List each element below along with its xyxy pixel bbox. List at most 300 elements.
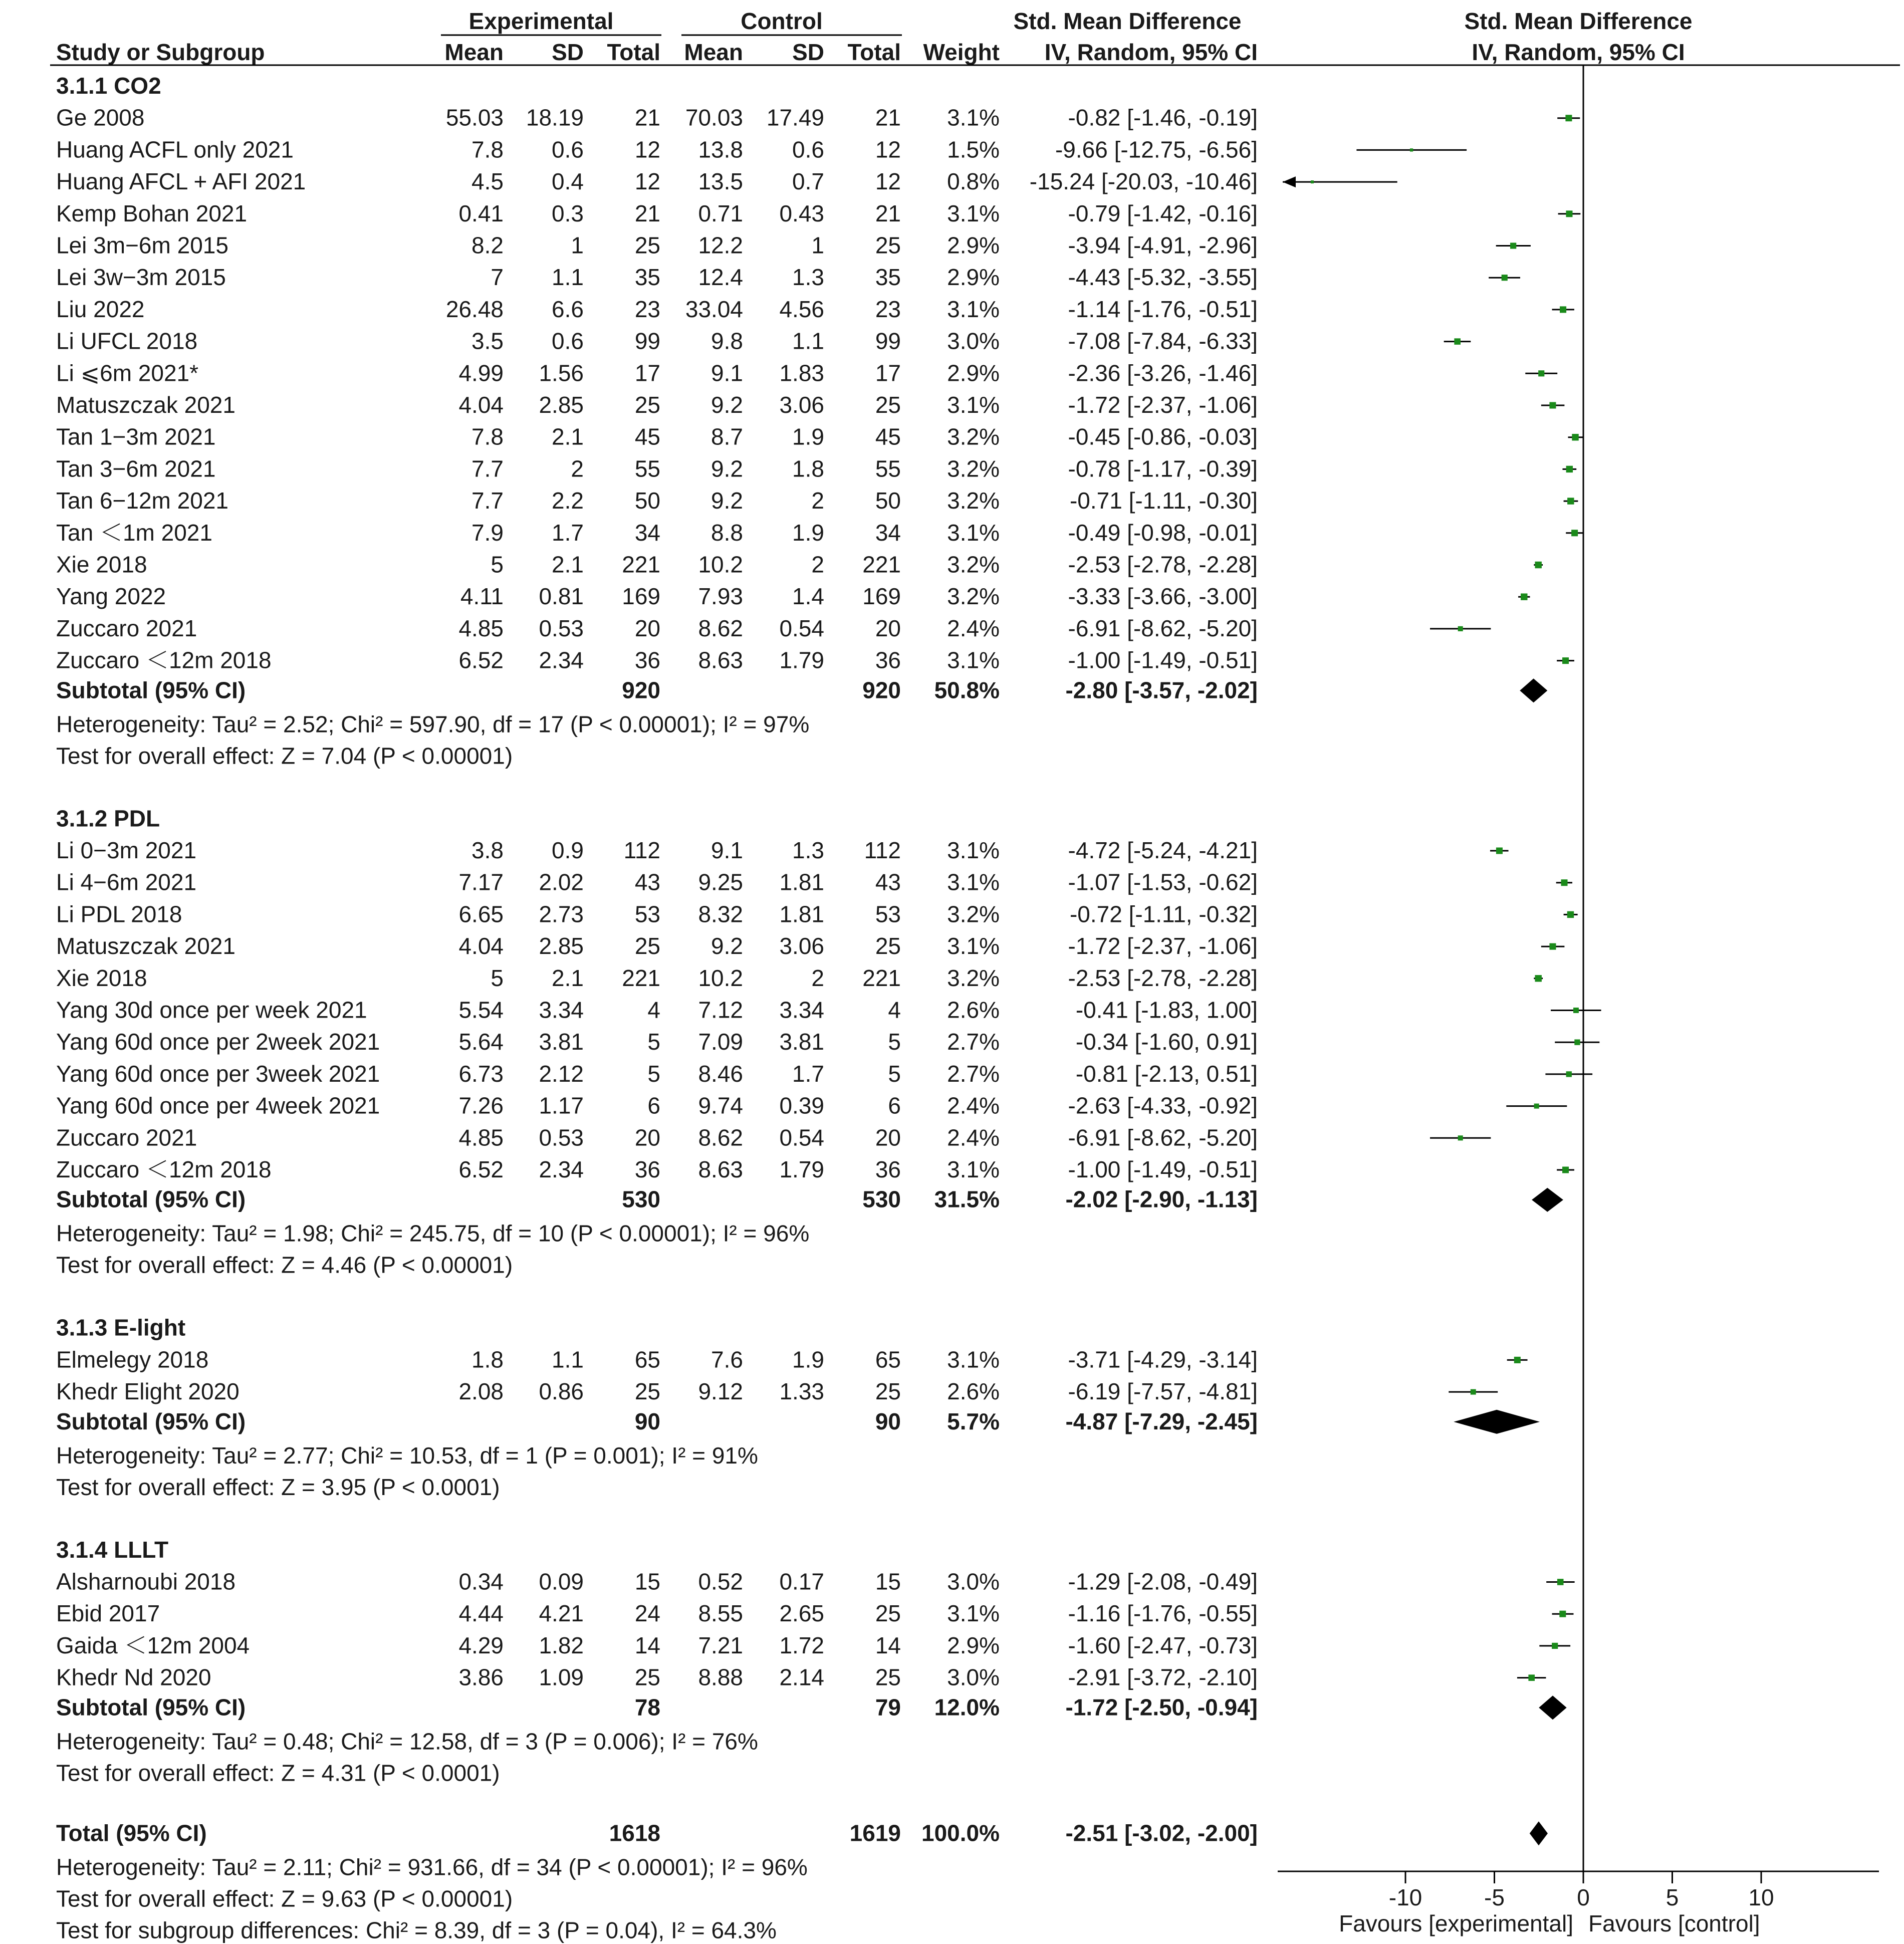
ctrl-sd: 1.81 [779, 869, 824, 895]
exp-mean: 1.8 [471, 1346, 504, 1373]
ctrl-total: 43 [875, 869, 901, 895]
ctrl-total: 25 [875, 933, 901, 959]
exp-mean: 6.52 [458, 647, 504, 673]
smd-ci-value: -0.81 [-2.13, 0.51] [1075, 1060, 1258, 1087]
ctrl-total: 99 [875, 328, 901, 354]
exp-sd: 0.6 [552, 136, 584, 163]
ctrl-mean: 10.2 [698, 551, 743, 578]
smd-ci-value: -9.66 [-12.75, -6.56] [1055, 136, 1258, 163]
ctrl-mean: 8.63 [698, 1156, 743, 1182]
smd-ci-value: -0.72 [-1.11, -0.32] [1069, 901, 1258, 927]
ctrl-total: 21 [875, 104, 901, 131]
exp-sd: 1.82 [539, 1632, 584, 1658]
exp-mean: 7 [491, 264, 504, 291]
total-diamond [1530, 1821, 1548, 1845]
subtotal-smd-ci: -4.87 [-7.29, -2.45] [1065, 1408, 1258, 1434]
ctrl-total: 20 [875, 1124, 901, 1151]
ctrl-sd: 1.83 [779, 360, 824, 386]
smd-ci-value: -1.72 [-2.37, -1.06] [1068, 933, 1258, 959]
effect-marker [1534, 1104, 1539, 1109]
study-name: Zuccaro ＜12m 2018 [56, 647, 272, 673]
weight-value: 3.1% [947, 104, 1000, 131]
smd-ci-value: -6.91 [-8.62, -5.20] [1068, 615, 1258, 641]
header-method-text: IV, Random, 95% CI [1044, 39, 1258, 65]
exp-total: 23 [634, 296, 660, 322]
weight-value: 2.4% [947, 615, 1000, 641]
header-weight: Weight [923, 39, 1000, 65]
exp-mean: 3.86 [458, 1664, 504, 1690]
effect-marker [1559, 1611, 1566, 1617]
study-name: Ge 2008 [56, 104, 145, 131]
ctrl-mean: 9.2 [711, 392, 743, 418]
header-smd-text: Std. Mean Difference [1013, 8, 1242, 34]
effect-marker [1454, 338, 1461, 345]
exp-mean: 4.44 [458, 1600, 504, 1627]
exp-total: 25 [634, 933, 660, 959]
exp-mean: 5.54 [458, 997, 504, 1023]
subtotal-smd-ci: -1.72 [-2.50, -0.94] [1065, 1694, 1258, 1721]
header-smd-plot: Std. Mean Difference [1464, 8, 1693, 34]
footer-text: Test for subgroup differences: Chi² = 8.39, df = 3 (P = 0.04), I² = 64.3% [56, 1917, 777, 1943]
study-name: Tan ＜1m 2021 [56, 519, 212, 546]
footer-text: Heterogeneity: Tau² = 2.11; Chi² = 931.66, df = 34 (P < 0.00001); I² = 96% [56, 1854, 808, 1880]
total-exp-total: 1618 [609, 1820, 660, 1846]
ctrl-mean: 8.63 [698, 647, 743, 673]
exp-sd: 1.7 [552, 519, 584, 546]
smd-ci-value: -1.00 [-1.49, -0.51] [1068, 647, 1258, 673]
ctrl-sd: 4.56 [779, 296, 824, 322]
x-axis [1278, 65, 1879, 1936]
header-experimental: Experimental [468, 8, 614, 34]
exp-sd: 4.21 [539, 1600, 584, 1627]
exp-total: 53 [634, 901, 660, 927]
effect-marker [1566, 1071, 1572, 1077]
study-name: Yang 2022 [56, 583, 166, 610]
smd-ci-value: -0.71 [-1.11, -0.30] [1069, 488, 1258, 514]
study-name: Li 0−3m 2021 [56, 837, 197, 863]
smd-ci-value: -2.63 [-4.33, -0.92] [1068, 1092, 1258, 1119]
exp-sd: 0.53 [539, 1124, 584, 1151]
effect-marker [1410, 148, 1413, 151]
exp-mean: 8.2 [471, 232, 504, 259]
exp-sd: 2 [571, 455, 584, 482]
exp-sd: 2.1 [552, 423, 584, 450]
exp-total: 45 [634, 423, 660, 450]
weight-value: 2.7% [947, 1060, 1000, 1087]
exp-sd: 2.34 [539, 647, 584, 673]
ctrl-total: 15 [875, 1568, 901, 1595]
ctrl-mean: 8.88 [698, 1664, 743, 1690]
subtotal-exp-total: 90 [634, 1408, 660, 1434]
ctrl-total: 50 [875, 488, 901, 514]
weight-value: 3.1% [947, 837, 1000, 863]
exp-sd: 0.6 [552, 328, 584, 354]
effect-marker [1471, 1389, 1476, 1395]
study-name: Huang AFCL + AFI 2021 [56, 168, 306, 195]
study-name: Liu 2022 [56, 296, 145, 322]
smd-ci-value: -0.41 [-1.83, 1.00] [1075, 997, 1258, 1023]
ctrl-sd: 2.14 [779, 1664, 824, 1690]
ctrl-mean: 13.5 [698, 168, 743, 195]
smd-ci-value: -0.82 [-1.46, -0.19] [1068, 104, 1258, 131]
exp-total: 35 [634, 264, 660, 291]
exp-total: 12 [634, 168, 660, 195]
subtotal-weight: 5.7% [947, 1408, 1000, 1434]
exp-sd: 0.3 [552, 200, 584, 226]
exp-total: 112 [623, 837, 660, 863]
ctrl-mean: 8.62 [698, 615, 743, 641]
ctrl-total: 25 [875, 232, 901, 259]
weight-value: 2.9% [947, 1632, 1000, 1658]
table-rows [56, 73, 1258, 1943]
weight-value: 3.0% [947, 328, 1000, 354]
study-name: Matuszczak 2021 [56, 933, 235, 959]
weight-value: 1.5% [947, 136, 1000, 163]
weight-value: 3.1% [947, 519, 1000, 546]
ctrl-mean: 7.6 [711, 1346, 743, 1373]
ctrl-total: 6 [888, 1092, 901, 1119]
ctrl-mean: 8.55 [698, 1600, 743, 1627]
effect-marker [1535, 562, 1541, 568]
ctrl-sd: 3.06 [779, 392, 824, 418]
study-name: Li ⩽6m 2021* [56, 360, 199, 386]
exp-sd: 3.34 [539, 997, 584, 1023]
effect-marker [1562, 1166, 1569, 1173]
weight-value: 3.1% [947, 200, 1000, 226]
ctrl-sd: 1.72 [779, 1632, 824, 1658]
exp-total: 20 [634, 615, 660, 641]
effect-marker [1572, 434, 1578, 440]
exp-mean: 4.04 [458, 392, 504, 418]
study-name: Elmelegy 2018 [56, 1346, 209, 1373]
ctrl-sd: 2.65 [779, 1600, 824, 1627]
effect-marker [1565, 115, 1572, 121]
effect-marker [1557, 1579, 1564, 1585]
subtotal-diamond [1520, 678, 1547, 702]
exp-sd: 2.1 [552, 551, 584, 578]
weight-value: 2.6% [947, 997, 1000, 1023]
subgroup-title: 3.1.1 CO2 [56, 73, 161, 99]
ctrl-total: 21 [875, 200, 901, 226]
study-name: Li UFCL 2018 [56, 328, 198, 354]
study-name: Li 4−6m 2021 [56, 869, 197, 895]
header-study: Study or Subgroup [56, 39, 265, 65]
ctrl-total: 65 [875, 1346, 901, 1373]
smd-ci-value: -0.78 [-1.17, -0.39] [1068, 455, 1258, 482]
exp-total: 15 [634, 1568, 660, 1595]
ctrl-mean: 9.8 [711, 328, 743, 354]
exp-sd: 3.81 [539, 1029, 584, 1055]
ctrl-total: 221 [862, 964, 901, 991]
ctrl-total: 25 [875, 1600, 901, 1627]
weight-value: 2.9% [947, 264, 1000, 291]
weight-value: 3.1% [947, 869, 1000, 895]
subtotal-ctrl-total: 79 [875, 1694, 901, 1721]
exp-total: 25 [634, 1664, 660, 1690]
weight-value: 3.2% [947, 901, 1000, 927]
exp-sd: 2.85 [539, 392, 584, 418]
ctrl-total: 25 [875, 1378, 901, 1405]
exp-mean: 7.8 [471, 136, 504, 163]
ctrl-mean: 8.32 [698, 901, 743, 927]
exp-mean: 7.8 [471, 423, 504, 450]
exp-mean: 5 [491, 964, 504, 991]
exp-sd: 2.2 [552, 488, 584, 514]
effect-marker [1538, 370, 1544, 376]
smd-ci-value: -3.71 [-4.29, -3.14] [1068, 1346, 1258, 1373]
header-c-mean: Mean [684, 39, 743, 65]
subtotal-weight: 12.0% [934, 1694, 1000, 1721]
axis-tick-label: -10 [1388, 1884, 1422, 1910]
ctrl-mean: 7.12 [698, 997, 743, 1023]
study-name: Gaida ＜12m 2004 [56, 1632, 250, 1658]
subtotal-weight: 31.5% [934, 1186, 1000, 1212]
smd-ci-value: -1.00 [-1.49, -0.51] [1068, 1156, 1258, 1182]
exp-mean: 55.03 [445, 104, 504, 131]
ctrl-mean: 0.71 [698, 200, 743, 226]
study-name: Alsharnoubi 2018 [56, 1568, 236, 1595]
subtotal-exp-total: 78 [634, 1694, 660, 1721]
exp-sd: 1.17 [539, 1092, 584, 1119]
ctrl-sd: 0.6 [792, 136, 824, 163]
overall-effect-text: Test for overall effect: Z = 7.04 (P < 0.00001) [56, 743, 513, 769]
subtotal-label: Subtotal (95% CI) [56, 1694, 246, 1721]
weight-value: 2.7% [947, 1029, 1000, 1055]
weight-value: 3.2% [947, 551, 1000, 578]
effect-marker [1458, 626, 1463, 631]
effect-marker [1562, 657, 1569, 664]
study-name: Yang 60d once per 4week 2021 [56, 1092, 380, 1119]
ctrl-total: 14 [875, 1632, 901, 1658]
exp-sd: 2.1 [552, 964, 584, 991]
exp-total: 169 [622, 583, 660, 610]
ctrl-mean: 7.21 [698, 1632, 743, 1658]
header-e-total: Total [607, 39, 660, 65]
subtotal-diamond [1539, 1695, 1566, 1720]
exp-mean: 4.85 [458, 1124, 504, 1151]
effect-marker [1561, 879, 1568, 886]
effect-marker [1567, 911, 1574, 918]
smd-ci-value: -2.53 [-2.78, -2.28] [1068, 551, 1258, 578]
weight-value: 3.2% [947, 423, 1000, 450]
smd-ci-value: -4.72 [-5.24, -4.21] [1068, 837, 1258, 863]
ctrl-mean: 13.8 [698, 136, 743, 163]
smd-ci-value: -3.94 [-4.91, -2.96] [1068, 232, 1258, 259]
ctrl-sd: 1.79 [779, 1156, 824, 1182]
smd-ci-value: -0.34 [-1.60, 0.91] [1075, 1029, 1258, 1055]
weight-value: 3.1% [947, 1156, 1000, 1182]
study-name: Lei 3w−3m 2015 [56, 264, 226, 291]
ctrl-sd: 0.54 [779, 1124, 824, 1151]
plot-marks [1283, 115, 1601, 1845]
study-name: Xie 2018 [56, 964, 147, 991]
axis-tick-label: 5 [1665, 1884, 1679, 1910]
ctrl-sd: 1.3 [792, 837, 824, 863]
exp-sd: 0.53 [539, 615, 584, 641]
ctrl-total: 17 [875, 360, 901, 386]
ctrl-total: 12 [875, 136, 901, 163]
exp-mean: 2.08 [458, 1378, 504, 1405]
ctrl-sd: 1.9 [792, 1346, 824, 1373]
exp-mean: 7.7 [471, 455, 504, 482]
exp-total: 21 [634, 200, 660, 226]
ctrl-total: 4 [888, 997, 901, 1023]
exp-sd: 0.86 [539, 1378, 584, 1405]
ctrl-sd: 0.7 [792, 168, 824, 195]
axis-tick-label: 0 [1577, 1884, 1590, 1910]
exp-mean: 4.29 [458, 1632, 504, 1658]
weight-value: 3.0% [947, 1664, 1000, 1690]
effect-marker [1311, 180, 1314, 183]
exp-sd: 0.9 [552, 837, 584, 863]
exp-mean: 6.73 [458, 1060, 504, 1087]
exp-sd: 0.4 [552, 168, 584, 195]
overall-effect-text: Test for overall effect: Z = 4.31 (P < 0.0001) [56, 1760, 500, 1786]
study-name: Tan 3−6m 2021 [56, 455, 216, 482]
weight-value: 3.1% [947, 647, 1000, 673]
subtotal-ctrl-total: 90 [875, 1408, 901, 1434]
exp-mean: 5.64 [458, 1029, 504, 1055]
subtotal-label: Subtotal (95% CI) [56, 1186, 246, 1212]
exp-mean: 26.48 [445, 296, 504, 322]
exp-total: 55 [634, 455, 660, 482]
effect-marker [1528, 1674, 1535, 1681]
exp-total: 5 [647, 1029, 660, 1055]
ctrl-total: 112 [864, 837, 901, 863]
study-name: Khedr Nd 2020 [56, 1664, 211, 1690]
favours-control-label: Favours [control] [1588, 1910, 1760, 1936]
effect-marker [1458, 1135, 1463, 1140]
ctrl-mean: 33.04 [685, 296, 743, 322]
ctrl-mean: 8.62 [698, 1124, 743, 1151]
total-smd-ci: -2.51 [-3.02, -2.00] [1065, 1820, 1258, 1846]
exp-sd: 1.56 [539, 360, 584, 386]
exp-mean: 7.9 [471, 519, 504, 546]
study-name: Ebid 2017 [56, 1600, 160, 1627]
exp-mean: 7.17 [458, 869, 504, 895]
study-name: Tan 6−12m 2021 [56, 488, 228, 514]
exp-sd: 0.81 [539, 583, 584, 610]
weight-value: 3.1% [947, 933, 1000, 959]
effect-marker [1502, 275, 1508, 281]
footer-text: Test for overall effect: Z = 9.63 (P < 0.00001) [56, 1885, 513, 1912]
ctrl-total: 5 [888, 1060, 901, 1087]
ctrl-total: 20 [875, 615, 901, 641]
smd-ci-value: -0.45 [-0.86, -0.03] [1068, 423, 1258, 450]
exp-total: 221 [622, 964, 660, 991]
weight-value: 3.1% [947, 392, 1000, 418]
subtotal-diamond [1532, 1188, 1563, 1212]
heterogeneity-text: Heterogeneity: Tau² = 2.52; Chi² = 597.90, df = 17 (P < 0.00001); I² = 97% [56, 711, 810, 738]
smd-ci-value: -0.49 [-0.98, -0.01] [1068, 519, 1258, 546]
weight-value: 3.2% [947, 455, 1000, 482]
effect-marker [1521, 593, 1527, 600]
weight-value: 3.1% [947, 1346, 1000, 1373]
total-weight: 100.0% [921, 1820, 1000, 1846]
ctrl-sd: 2 [811, 964, 824, 991]
weight-value: 3.1% [947, 1600, 1000, 1627]
exp-total: 24 [634, 1600, 660, 1627]
smd-ci-value: -6.19 [-7.57, -4.81] [1068, 1378, 1258, 1405]
exp-total: 17 [634, 360, 660, 386]
exp-sd: 1 [571, 232, 584, 259]
study-name: Lei 3m−6m 2015 [56, 232, 228, 259]
ctrl-mean: 8.7 [711, 423, 743, 450]
smd-ci-value: -2.36 [-3.26, -1.46] [1068, 360, 1258, 386]
exp-total: 25 [634, 1378, 660, 1405]
exp-total: 21 [634, 104, 660, 131]
total-label: Total (95% CI) [56, 1820, 207, 1846]
exp-mean: 4.99 [458, 360, 504, 386]
smd-ci-value: -1.29 [-2.08, -0.49] [1068, 1568, 1258, 1595]
ctrl-sd: 3.06 [779, 933, 824, 959]
effect-marker [1496, 847, 1503, 854]
exp-sd: 6.6 [552, 296, 584, 322]
ctrl-mean: 9.1 [711, 837, 743, 863]
effect-marker [1574, 1040, 1580, 1045]
ctrl-mean: 9.12 [698, 1378, 743, 1405]
heterogeneity-text: Heterogeneity: Tau² = 1.98; Chi² = 245.75, df = 10 (P < 0.00001); I² = 96% [56, 1220, 810, 1247]
subtotal-ctrl-total: 920 [862, 677, 901, 703]
weight-value: 2.9% [947, 360, 1000, 386]
ctrl-sd: 1.33 [779, 1378, 824, 1405]
subtotal-ctrl-total: 530 [862, 1186, 901, 1212]
effect-marker [1567, 498, 1574, 504]
ctrl-sd: 0.17 [779, 1568, 824, 1595]
exp-total: 4 [647, 997, 660, 1023]
weight-value: 3.1% [947, 296, 1000, 322]
ctrl-sd: 1.1 [792, 328, 824, 354]
ctrl-sd: 17.49 [766, 104, 824, 131]
effect-marker [1549, 943, 1556, 950]
ctrl-total: 34 [875, 519, 901, 546]
exp-mean: 4.5 [471, 168, 504, 195]
exp-sd: 1.1 [552, 264, 584, 291]
subtotal-smd-ci: -2.80 [-3.57, -2.02] [1065, 677, 1258, 703]
study-name: Li PDL 2018 [56, 901, 182, 927]
overall-effect-text: Test for overall effect: Z = 3.95 (P < 0.0001) [56, 1474, 500, 1500]
exp-total: 36 [634, 647, 660, 673]
ctrl-mean: 9.1 [711, 360, 743, 386]
ctrl-sd: 2 [811, 488, 824, 514]
study-name: Kemp Bohan 2021 [56, 200, 248, 226]
ctrl-total: 25 [875, 1664, 901, 1690]
study-name: Huang ACFL only 2021 [56, 136, 294, 163]
exp-total: 36 [634, 1156, 660, 1182]
exp-mean: 4.04 [458, 933, 504, 959]
exp-mean: 7.7 [471, 488, 504, 514]
ctrl-mean: 9.2 [711, 455, 743, 482]
smd-ci-value: -6.91 [-8.62, -5.20] [1068, 1124, 1258, 1151]
ctrl-sd: 1.4 [792, 583, 824, 610]
ctrl-sd: 3.34 [779, 997, 824, 1023]
smd-ci-value: -1.60 [-2.47, -0.73] [1068, 1632, 1258, 1658]
exp-mean: 3.5 [471, 328, 504, 354]
effect-marker [1560, 306, 1566, 313]
exp-sd: 1.1 [552, 1346, 584, 1373]
weight-value: 3.0% [947, 1568, 1000, 1595]
exp-total: 14 [634, 1632, 660, 1658]
subgroup-title: 3.1.4 LLLT [56, 1536, 169, 1563]
ctrl-sd: 0.39 [779, 1092, 824, 1119]
exp-sd: 18.19 [526, 104, 584, 131]
exp-total: 43 [634, 869, 660, 895]
ctrl-mean: 7.09 [698, 1029, 743, 1055]
smd-ci-value: -1.07 [-1.53, -0.62] [1068, 869, 1258, 895]
exp-total: 25 [634, 392, 660, 418]
overall-effect-text: Test for overall effect: Z = 4.46 (P < 0.00001) [56, 1252, 513, 1278]
weight-value: 2.4% [947, 1124, 1000, 1151]
